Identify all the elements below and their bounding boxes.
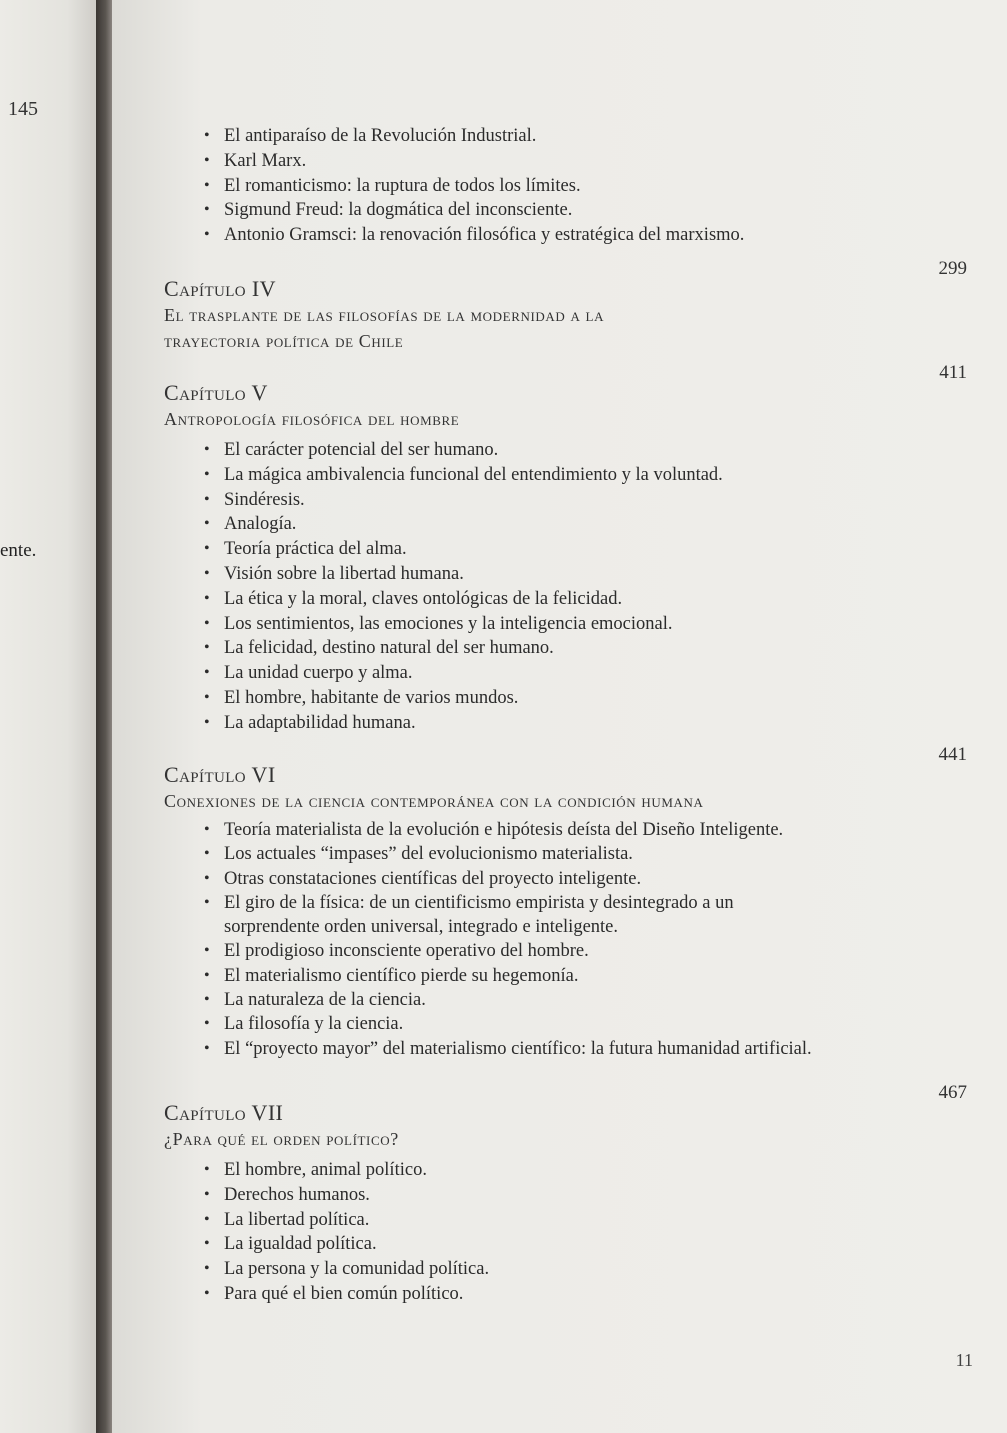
chapter-list [164,818,967,1061]
list-item: • Teoría materialista de la evolución e hipótesis deísta del Diseño Inteligente. [204,818,927,842]
list-item: • El “proyecto mayor” del materialismo científico: la futura humanidad artificial. [204,1037,927,1061]
list-item: • Otras constataciones científicas del proyecto inteligente. [204,867,927,891]
list-item: • El romanticismo: la ruptura de todos los límites. [204,174,967,199]
list-item: • El carácter potencial del ser humano. [204,438,967,463]
intro-list [164,124,967,248]
list-item: • Visión sobre la libertad humana. [204,562,967,587]
chapter-title: Capítulo VII [164,1100,284,1125]
chapter-title: Capítulo VI [164,762,276,787]
chapter-list [164,438,967,736]
list-item: • La unidad cuerpo y alma. [204,661,967,686]
list-item: • La persona y la comunidad política. [204,1257,967,1282]
list-item: • La ética y la moral, claves ontológicas de la felicidad. [204,587,967,612]
list-item: • Derechos humanos. [204,1183,967,1208]
chapter-iv [164,258,967,354]
list-item: • La felicidad, destino natural del ser humano. [204,636,967,661]
left-page-number: 145 [8,98,38,120]
chapter-title: Capítulo V [164,380,268,405]
list-item: • La filosofía y la ciencia. [204,1012,927,1036]
chapter-subtitle: Conexiones de la ciencia contemporánea con la condición humana [164,791,704,811]
page-folio: 11 [955,1350,973,1370]
chapter-vi [164,744,967,1061]
chapter-subtitle: Antropología filosófica del hombre [164,409,460,429]
chapter-page-number: 411 [939,362,967,383]
list-item: • Antonio Gramsci: la renovación filosófica y estratégica del marxismo. [204,223,967,248]
list-item: • El materialismo científico pierde su hegemonía. [204,964,927,988]
chapter-vii [164,1082,967,1307]
list-item: • El prodigioso inconsciente operativo del hombre. [204,939,927,963]
book-gutter [96,0,112,1433]
list-item: • Analogía. [204,512,967,537]
chapter-list [164,1158,967,1307]
list-item: • Sindéresis. [204,488,967,513]
list-item: • El antiparaíso de la Revolución Industrial. [204,124,967,149]
chapter-subtitle: ¿Para qué el orden político? [164,1129,399,1149]
list-item: • El hombre, habitante de varios mundos. [204,686,967,711]
list-item: • Para qué el bien común político. [204,1282,967,1307]
list-item: • Los actuales “impases” del evolucionismo materialista. [204,842,927,866]
left-page-edge [0,0,96,1433]
contents-page [112,0,1007,1433]
intro-section [164,124,967,248]
chapter-subtitle: trayectoria política de Chile [164,331,404,351]
chapter-v [164,362,967,736]
list-item: • Teoría práctica del alma. [204,537,967,562]
chapter-page-number: 299 [938,258,967,279]
chapter-title: Capítulo IV [164,276,276,301]
chapter-subtitle: El trasplante de las filosofías de la modernidad a la [164,305,605,325]
left-page-text-fragment: ente. [0,540,37,561]
list-item: • El giro de la física: de un cientificismo empirista y desintegrado a un sorprendente orden universal, integrado e inteligente. [204,891,824,940]
chapter-page-number: 441 [938,744,967,765]
list-item: • La adaptabilidad humana. [204,711,967,736]
list-item: • Karl Marx. [204,149,967,174]
list-item: • La libertad política. [204,1208,967,1233]
list-item: • La igualdad política. [204,1232,967,1257]
chapter-page-number: 467 [938,1082,967,1103]
list-item: • Los sentimientos, las emociones y la inteligencia emocional. [204,612,967,637]
list-item: • La naturaleza de la ciencia. [204,988,927,1012]
list-item: • La mágica ambivalencia funcional del entendimiento y la voluntad. [204,463,967,488]
list-item: • El hombre, animal político. [204,1158,967,1183]
list-item: • Sigmund Freud: la dogmática del inconsciente. [204,198,967,223]
